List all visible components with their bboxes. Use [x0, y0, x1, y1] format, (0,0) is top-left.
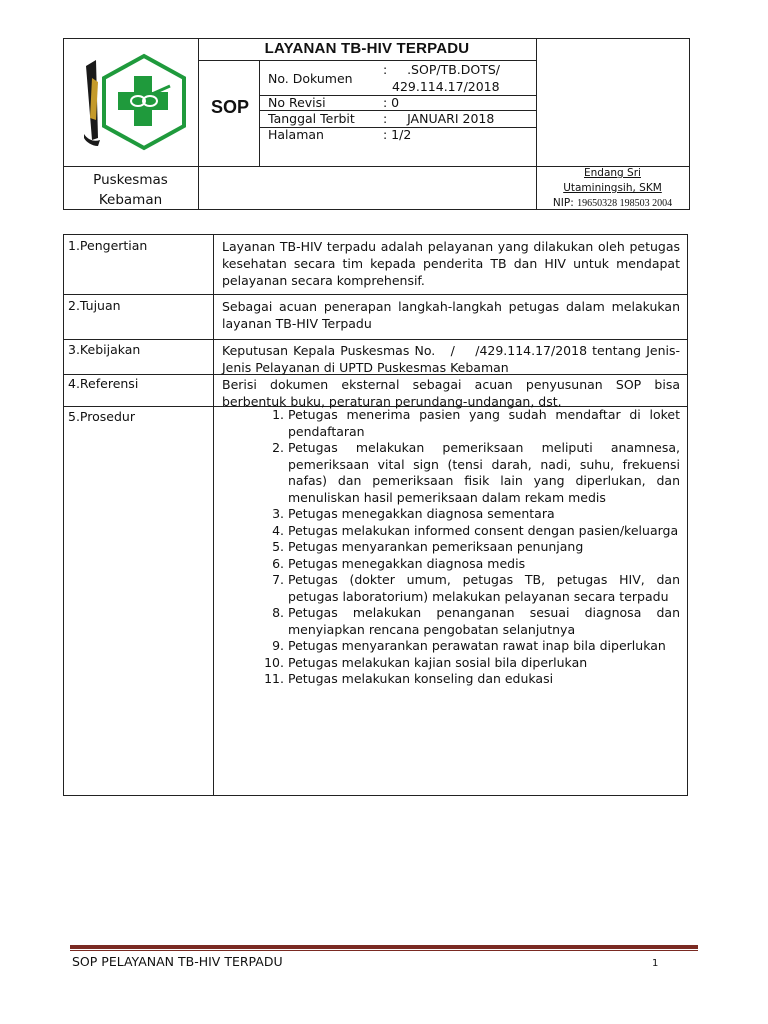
- date-label: Tanggal Terbit: [268, 111, 355, 126]
- list-item: 3. Petugas menegakkan diagnosa sementara: [272, 506, 555, 521]
- kebijakan-label: 3.Kebijakan: [68, 342, 141, 357]
- kebijakan-text: Keputusan Kepala Puskesmas No. / /429.114.17/2018 tentang Jenis-Jenis Pelayanan di UPTD Puskesmas Kebaman: [222, 343, 680, 375]
- prosedur-steps: [222, 407, 680, 688]
- doc-no-value-line2: 429.114.17/2018: [392, 79, 500, 94]
- list-item: 11. Petugas melakukan konseling dan edukasi: [264, 671, 554, 686]
- nip-value: 19650328 198503 2004: [577, 198, 673, 209]
- revision-label: No Revisi: [268, 95, 326, 110]
- footer-rule-thick: [70, 945, 698, 949]
- list-item: 1. Petugas menerima pasien yang sudah mendaftar di loket pendaftaran: [272, 407, 680, 439]
- tujuan-label: 2.Tujuan: [68, 298, 121, 313]
- signer-name-line2: Utaminingsih, SKM: [563, 182, 662, 194]
- list-item: 5. Petugas menyarankan pemeriksaan penunjang: [272, 539, 584, 554]
- list-item: 6. Petugas menegakkan diagnosa medis: [272, 555, 526, 571]
- list-item: 4. Petugas melakukan informed consent dengan pasien/keluarga: [272, 522, 679, 538]
- list-item: 7. Petugas (dokter umum, petugas TB, petugas HIV, dan petugas laboratorium) melakukan pelayanan secara terpadu: [272, 572, 680, 604]
- referensi-label: 4.Referensi: [68, 376, 139, 391]
- pengertian-text: Layanan TB-HIV terpadu adalah pelayanan yang dilakukan oleh petugas kesehatan secara tim kepada penderita TB dan HIV untuk mendapat pelayanan secara komprehensif.: [222, 239, 680, 288]
- referensi-text: Berisi dokumen eksternal sebagai acuan penyusunan SOP bisa berbentuk buku, peraturan perundang-undangan, dst.: [222, 377, 680, 409]
- list-item: 10. Petugas melakukan kajian sosial bila diperlukan: [264, 654, 588, 670]
- tujuan-text: Sebagai acuan penerapan langkah-langkah petugas dalam melakukan layanan TB-HIV Terpadu: [222, 299, 680, 331]
- signature-block: [536, 166, 689, 211]
- page-value: : 1/2: [383, 127, 412, 142]
- organization-name: [63, 170, 198, 210]
- list-item: 2. Petugas melakukan pemeriksaan meliputi anamnesa, pemeriksaan vital sign (tensi darah, nadi, suhu, frekuensi nafas) dan pemeriksaan fisik lain yang diperlukan, dan menuliskan hasil pemeriksaan dalam rekam medis: [272, 440, 680, 505]
- org-line1: Puskesmas: [93, 172, 168, 188]
- sop-label: SOP: [210, 97, 249, 117]
- page-number: 1: [652, 958, 659, 969]
- doc-no-label: No. Dokumen: [268, 71, 353, 86]
- page-label: Halaman: [268, 127, 324, 142]
- footer-title: SOP PELAYANAN TB-HIV TERPADU: [72, 954, 283, 969]
- signer-name-line1: Endang Sri: [584, 167, 641, 179]
- date-value: : JANUARI 2018: [383, 111, 495, 126]
- puskesmas-logo: [80, 48, 190, 160]
- prosedur-label: 5.Prosedur: [68, 409, 135, 424]
- doc-no-value-line1: : .SOP/TB.DOTS/: [383, 62, 501, 77]
- pengertian-label: 1.Pengertian: [68, 238, 148, 253]
- document-title: LAYANAN TB-HIV TERPADU: [264, 40, 470, 57]
- list-item: 8. Petugas melakukan penanganan sesuai diagnosa dan menyiapkan rencana pengobatan selanjutnya: [272, 605, 680, 637]
- list-item: 9. Petugas menyarankan perawatan rawat inap bila diperlukan: [272, 638, 666, 653]
- signer-nip: [536, 196, 689, 211]
- footer-rule-thin: [70, 950, 698, 951]
- revision-value: : 0: [383, 95, 400, 110]
- org-line2: Kebaman: [98, 192, 163, 208]
- nip-label: NIP:: [552, 197, 578, 209]
